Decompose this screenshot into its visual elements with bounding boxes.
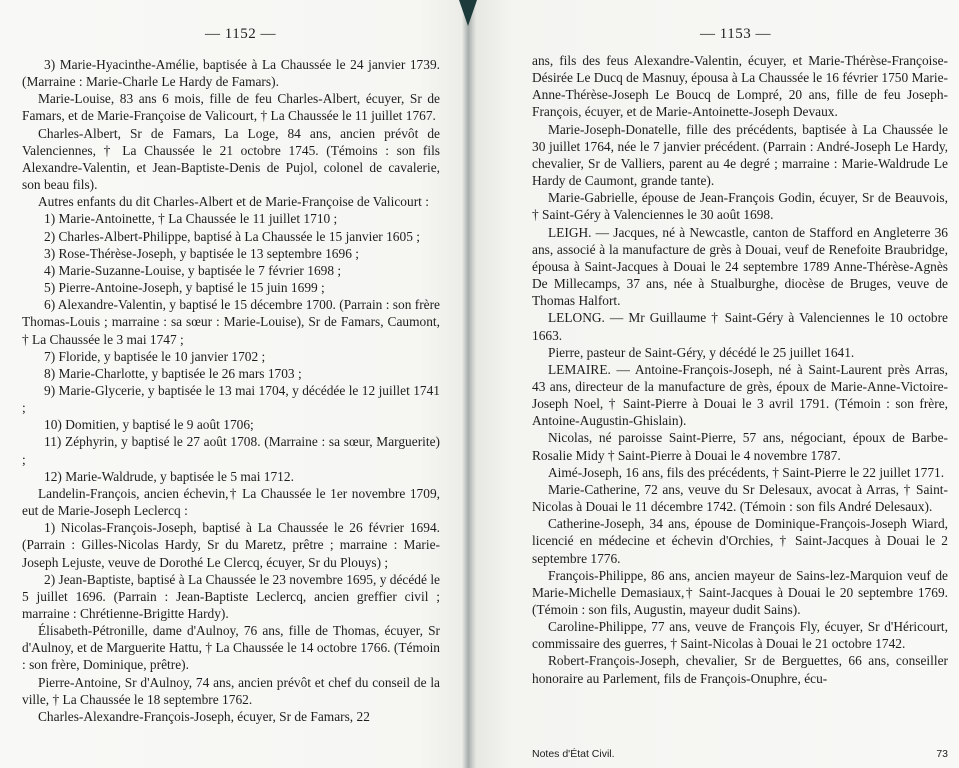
list-entry: 7) Floride, y baptisée le 10 janvier 1702 ; <box>44 348 266 364</box>
record-paragraph: Catherine-Joseph, 34 ans, épouse de Dominique-François-Joseph Wiard, licencié en médecine et échevin d'Orchies, † Saint-Jacques à Douai le 2 septembre 1776. <box>532 516 948 566</box>
record-paragraph: François-Philippe, 86 ans, ancien mayeur de Sains-lez-Marquion veuf de Marie-Michelle Demasiaux,† Saint-Jacques à Douai le 20 septembre 1769. (Témoin : son fils, Augustin, mayeur dudit Sains). <box>532 567 948 617</box>
record-paragraph: Marie-Louise, 83 ans 6 mois, fille de feu Charles-Albert, écuyer, Sr de Famars, et de Marie-Françoise de Valicourt, † La Chaussée le 11 juillet 1767. <box>22 91 440 124</box>
record-paragraph: Marie-Catherine, 72 ans, veuve du Sr Delesaux, avocat à Arras, † Saint-Nicolas à Douai le 11 décembre 1742. (Témoin : son fils André Delesaux). <box>532 481 948 515</box>
record-paragraph: LELONG. — Mr Guillaume † Saint-Géry à Valenciennes le 10 octobre 1663. <box>532 310 948 343</box>
record-paragraph: Marie-Joseph-Donatelle, fille des précédents, baptisée à La Chaussée le 30 juillet 1764, née le 7 janvier précédent. (Parrain : André-Joseph Le Hardy, chevalier, Sr de Valliers, parent au 4e degré ; marraine : Marie-Waldrude Le Hardy de Caumont, grande tante). <box>532 121 948 189</box>
record-paragraph: LEIGH. — Jacques, né à Newcastle, canton de Stafford en Angleterre 36 ans, associé à la manufacture de grès à Douai, veuf de Renefoite Braubridge, épousa à Saint-Jacques à Douai le 24 septembre 1789 Anne-Thérèse-Agnès De Millecamps, 37 ans, née à Stualburghe, diocèse de Bruges, veuve de Thomas Halfort. <box>532 224 948 309</box>
list-entry: 1) Nicolas-François-Joseph, baptisé à La Chaussée le 26 février 1694. (Parrain : Gilles-Nicolas Hardy, Sr du Maretz, prêtre ; marraine : Marie-Joseph Lejuste, veuve de Dorothé Le Clercq, écuyer, Sr du Plouys) ; <box>22 520 440 570</box>
record-paragraph: LEMAIRE. — Antoine-François-Joseph, né à Saint-Laurent près Arras, 43 ans, directeur de la manufacture de grès, époux de Marie-Anne-Victoire-Joseph Noel, † Saint-Pierre à Douai le 3 avril 1791. (Témoin : son frère, Antoine-Augustin-Ghislain). <box>532 361 948 429</box>
list-entry: 10) Domitien, y baptisé le 9 août 1706; <box>44 417 254 433</box>
footer-page-number: 73 <box>936 748 948 760</box>
page-number: — 1153 — <box>700 26 771 42</box>
record-paragraph: Pierre, pasteur de Saint-Géry, y décédé le 25 juillet 1641. <box>548 344 855 360</box>
record-paragraph: Caroline-Philippe, 77 ans, veuve de François Fly, écuyer, Sr d'Héricourt, commissaire des guerres, † Saint-Nicolas à Douai le 21 octobre 1742. <box>532 619 948 652</box>
record-paragraph: ans, fils des feus Alexandre-Valentin, écuyer, et Marie-Thérèse-Françoise-Désirée Le Ducq de Masnuy, épousa à La Chaussée le 16 février 1750 Marie-Anne-Thérèse-Joseph Le Boucq de Lompré, 20 ans, fille de feu Joseph-François, écuyer, et de Marie-Antoinette-Joseph Devaux. <box>532 53 948 120</box>
record-paragraph: Pierre-Antoine, Sr d'Aulnoy, 74 ans, ancien prévôt et chef du conseil de la ville, † La Chaussée le 18 septembre 1762. <box>22 674 440 707</box>
list-entry: 6) Alexandre-Valentin, y baptisé le 15 décembre 1700. (Parrain : son frère Thomas-Louis ; marraine : sa sœur : Marie-Louise), Sr de Famars, Caumont, † La Chaussée le 3 mai 1747 ; <box>22 297 440 347</box>
left-page <box>0 0 474 768</box>
page-number: — 1152 — <box>205 26 276 42</box>
list-entry: 9) Marie-Glycerie, y baptisée le 13 mai 1704, y décédée le 12 juillet 1741 ; <box>22 382 440 416</box>
record-paragraph: Charles-Albert, Sr de Famars, La Loge, 84 ans, ancien prévôt de Valenciennes, † La Chaussée le 21 octobre 1745. (Témoins : son fils Alexandre-Valentin, et Jean-Baptiste-Denis de Pujol, colonel de cavalerie, son beau fils). <box>22 125 440 193</box>
record-paragraph: Charles-Alexandre-François-Joseph, écuyer, Sr de Famars, 22 <box>38 708 370 724</box>
list-entry: 3) Marie-Hyacinthe-Amélie, baptisée à La Chaussée le 24 janvier 1739. (Marraine : Marie-Charle Le Hardy de Famars). <box>22 57 440 90</box>
list-entry: 2) Jean-Baptiste, baptisé à La Chaussée le 23 novembre 1695, y décédé le 5 juillet 1696. (Parrain : Jean-Baptiste Leclercq, ancien greffier civil ; marraine : Chrétienne-Brigitte Hardy). <box>22 571 440 621</box>
page-footer <box>532 748 948 760</box>
record-paragraph: Landelin-François, ancien échevin,† La Chaussée le 1er novembre 1709, eut de Marie-Joseph Leclercq : <box>22 485 440 519</box>
text-column <box>532 52 948 687</box>
ribbon-marker <box>459 0 477 26</box>
record-paragraph: Autres enfants du dit Charles-Albert et de Marie-Françoise de Valicourt : <box>38 194 429 210</box>
list-entry: 8) Marie-Charlotte, y baptisée le 26 mars 1703 ; <box>44 365 302 381</box>
list-entry: 5) Pierre-Antoine-Joseph, y baptisé le 15 juin 1699 ; <box>44 280 325 296</box>
list-entry: 3) Rose-Thérèse-Joseph, y baptisée le 13 septembre 1696 ; <box>44 245 359 261</box>
record-paragraph: Marie-Gabrielle, épouse de Jean-François Godin, écuyer, Sr de Beauvois, † Saint-Géry à Valenciennes le 30 août 1698. <box>532 190 948 223</box>
list-entry: 4) Marie-Suzanne-Louise, y baptisée le 7 février 1698 ; <box>44 262 342 278</box>
text-column <box>22 56 440 725</box>
record-paragraph: Robert-François-Joseph, chevalier, Sr de Berguettes, 66 ans, conseiller honoraire au Parlement, fils de François-Onuphre, écu- <box>532 653 948 686</box>
record-paragraph: Nicolas, né paroisse Saint-Pierre, 57 ans, négociant, époux de Barbe-Rosalie Midy † Saint-Pierre à Douai le 4 novembre 1787. <box>532 430 948 463</box>
record-paragraph: Aimé-Joseph, 16 ans, fils des précédents, † Saint-Pierre le 22 juillet 1771. <box>548 464 945 480</box>
book-gutter <box>462 0 476 768</box>
footer-title: Notes d'État Civil. <box>532 748 615 760</box>
list-entry: 2) Charles-Albert-Philippe, baptisé à La Chaussée le 15 janvier 1605 ; <box>44 228 420 244</box>
list-entry: 1) Marie-Antoinette, † La Chaussée le 11 juillet 1710 ; <box>44 211 338 227</box>
list-entry: 11) Zéphyrin, y baptisé le 27 août 1708. (Marraine : sa sœur, Marguerite) ; <box>22 434 440 467</box>
list-entry: 12) Marie-Waldrude, y baptisée le 5 mai 1712. <box>44 468 294 484</box>
right-page <box>474 0 959 768</box>
record-paragraph: Élisabeth-Pétronille, dame d'Aulnoy, 76 ans, fille de Thomas, écuyer, Sr d'Aulnoy, et de Marguerite Hattu, † La Chaussée le 14 octobre 1766. (Témoin : son frère, Dominique, prêtre). <box>22 623 440 673</box>
